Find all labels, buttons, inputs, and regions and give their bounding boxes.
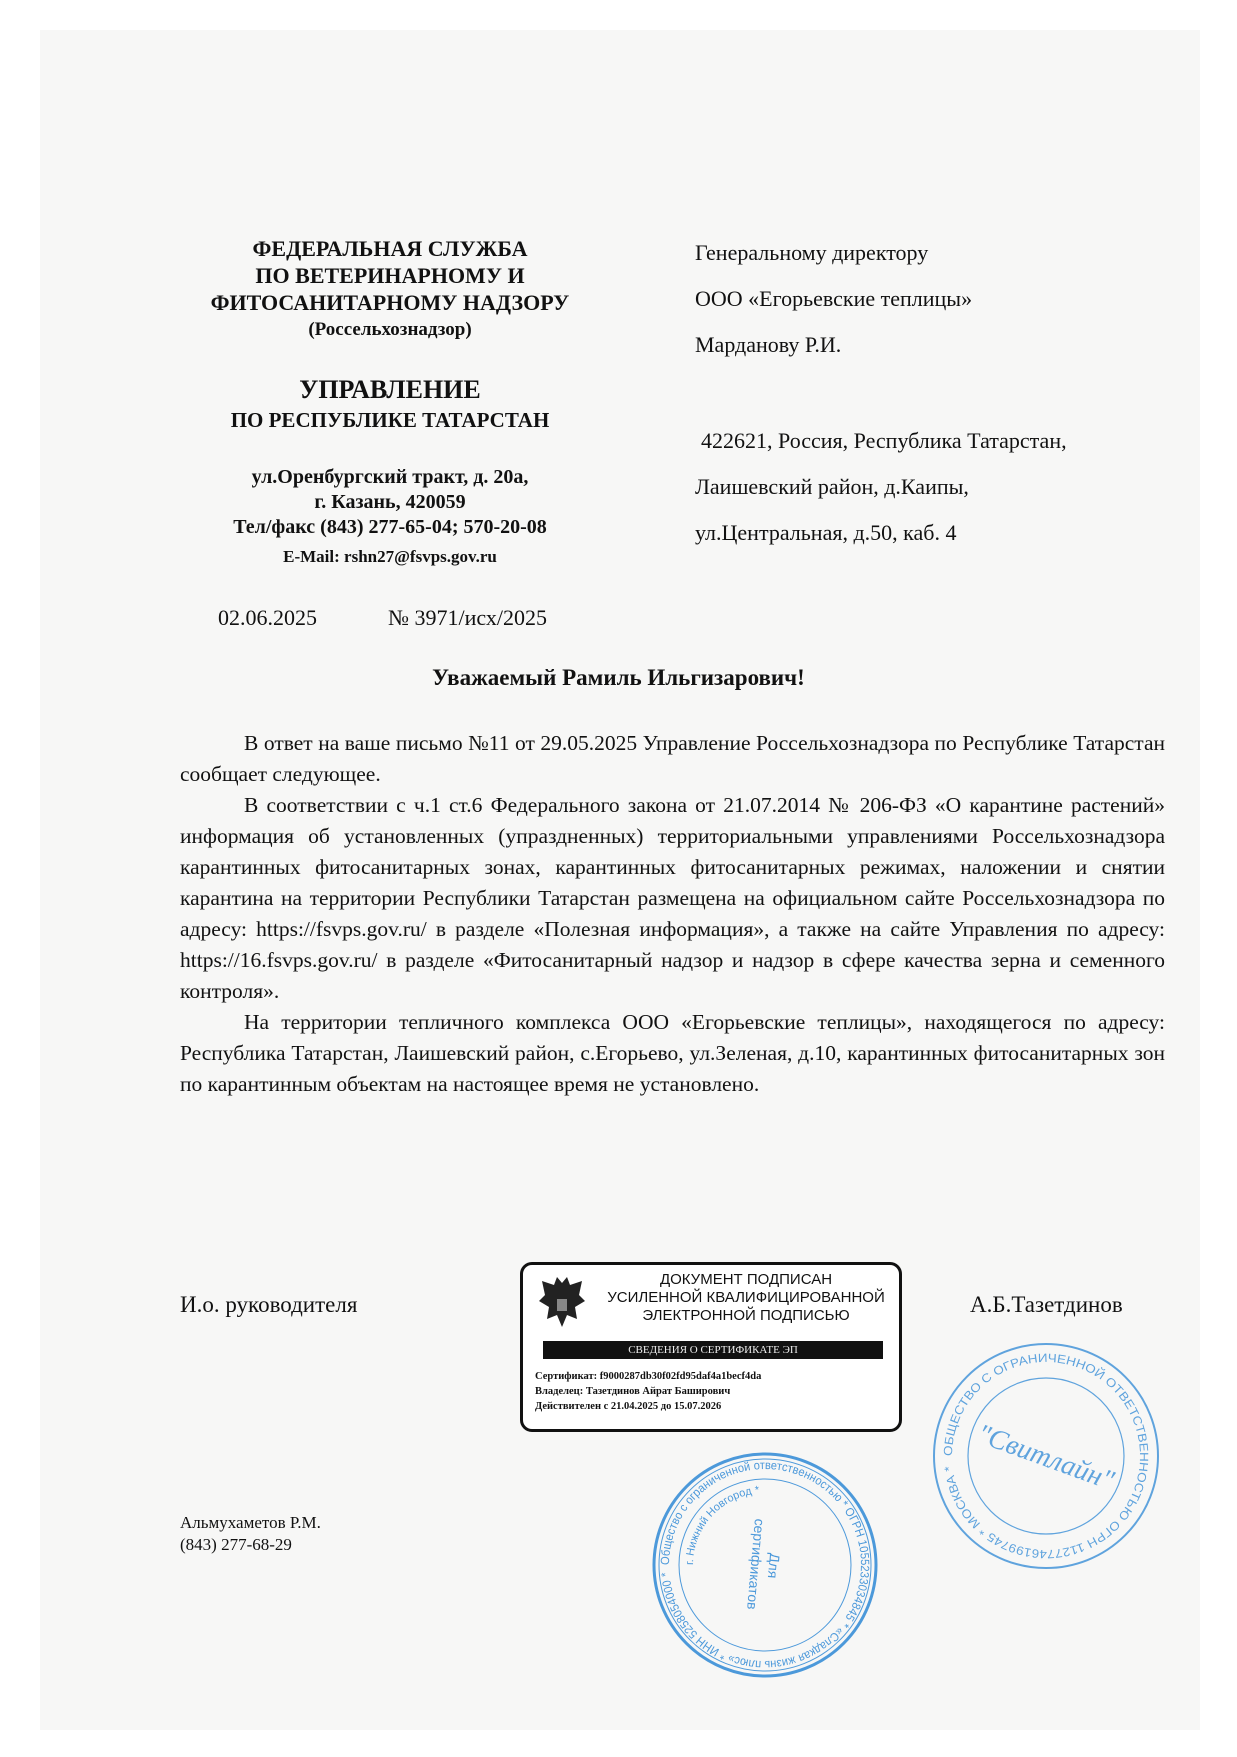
address-line: Лаишевский район, д.Каипы,: [695, 474, 969, 499]
eds-owner: Владелец: Тазетдинов Айрат Баширович: [535, 1386, 731, 1397]
greeting: Уважаемый Рамиль Ильгизарович!: [432, 665, 805, 690]
stamp-center-text: "Свитлайн": [972, 1418, 1118, 1497]
letter-number: № 3971/исх/2025: [388, 605, 547, 630]
stamp-ring-text: ОБЩЕСТВО С ОГРАНИЧЕННОЙ ОТВЕТСТВЕННОСТЬЮ ОГРН 1127746199745 * МОСКВА *: [940, 1350, 1152, 1562]
svitlain-stamp: [930, 1340, 1162, 1572]
sladkaya-zhizn-stamp: [650, 1450, 880, 1680]
letter-body: [180, 728, 1165, 1100]
eds-title: ЭЛЕКТРОННОЙ ПОДПИСЬЮ: [642, 1307, 850, 1324]
sender-email: E-Mail: rshn27@fsvps.gov.ru: [283, 547, 497, 566]
eds-valid: Действителен с 21.04.2025 до 15.07.2026: [535, 1401, 722, 1412]
address-line: ул.Оренбургский тракт, д. 20а,: [251, 466, 529, 488]
stamp-inner-text: г. Нижний Новгород *: [683, 1484, 760, 1566]
executor-phone: (843) 277-68-29: [180, 1535, 292, 1554]
executor-name: Альмухаметов Р.М.: [180, 1513, 321, 1532]
paragraph: На территории тепличного комплекса ООО «Егорьевские теплицы», находящегося по адресу: Республика Татарстан, Лаишевский район, с.Егорьево, ул.Зеленая, д.10, карантинных фитосанитарных зон по карантинным объектам на настоящее время не установлено.: [180, 1010, 1165, 1096]
service-line: ФИТОСАНИТАРНОМУ НАДЗОРУ: [210, 290, 570, 315]
letter-date: 02.06.2025: [218, 605, 317, 630]
stamp-ring-text: Общество с ограниченной ответственностью * ОГРН 1055233034845 * «Сладкая жизнь плюс» * ИНН 5258054000 *: [657, 1457, 873, 1673]
sender-service: [180, 235, 600, 343]
service-short: (Россельхознадзор): [308, 319, 472, 340]
recipient-line: Марданову Р.И.: [695, 332, 842, 357]
eds-title: ДОКУМЕНТ ПОДПИСАН: [659, 1271, 833, 1288]
service-line: ПО ВЕТЕРИНАРНОМУ И: [255, 263, 525, 288]
executor: [180, 1512, 321, 1556]
eds-title: УСИЛЕННОЙ КВАЛИФИЦИРОВАННОЙ: [607, 1289, 885, 1306]
paragraph: В соответствии с ч.1 ст.6 Федерального закона от 21.07.2014 № 206-ФЗ «О карантине растений» информация об установленных (упраздненных) территориальными управлениями Россельхознадзора карантинных фитосанитарных зонах, карантинных фитосанитарных режимах, наложении и снятии карантина на территории Республики Татарстан размещена на официальном сайте Россельхознадзора по адресу: https://fsvps.gov.ru/ в разделе «Полезная информация», а также на сайте Управления по адресу: https://16.fsvps.gov.ru/ в разделе «Фитосанитарный надзор и надзор в сфере качества зерна и семенного контроля».: [180, 793, 1165, 1003]
eds-bar: СВЕДЕНИЯ О СЕРТИФИКАТЕ ЭП: [543, 1341, 883, 1359]
signer-name: А.Б.Тазетдинов: [970, 1292, 1123, 1317]
recipient-address: [695, 418, 1067, 556]
paragraph: В ответ на ваше письмо №11 от 29.05.2025 Управление Россельхознадзора по Республике Татарстан сообщает следующее.: [180, 731, 1165, 786]
recipient: [695, 230, 972, 368]
sender-address: [180, 465, 600, 569]
sender-dept: [180, 375, 600, 435]
recipient-line: ООО «Егорьевские теплицы»: [695, 286, 973, 311]
stamp-center-text: Для: [764, 1552, 784, 1580]
address-line: ул.Центральная, д.50, каб. 4: [695, 520, 957, 545]
stamp-center-text: сертификатов: [744, 1518, 768, 1611]
dept-title: УПРАВЛЕНИЕ: [299, 375, 481, 404]
address-line: г. Казань, 420059: [314, 491, 466, 513]
address-line: 422621, Россия, Республика Татарстан,: [701, 428, 1067, 453]
address-line: Тел/факс (843) 277-65-04; 570-20-08: [233, 516, 547, 538]
dept-subtitle: ПО РЕСПУБЛИКЕ ТАТАРСТАН: [230, 408, 550, 432]
signer-position: И.о. руководителя: [180, 1292, 358, 1317]
service-line: ФЕДЕРАЛЬНАЯ СЛУЖБА: [252, 236, 528, 261]
recipient-line: Генеральному директору: [695, 240, 929, 265]
electronic-signature-box: [520, 1262, 902, 1432]
eds-certificate: Сертификат: f9000287db30f02fd95daf4a1becf4da: [535, 1371, 762, 1382]
coat-of-arms-icon: [537, 1275, 587, 1330]
